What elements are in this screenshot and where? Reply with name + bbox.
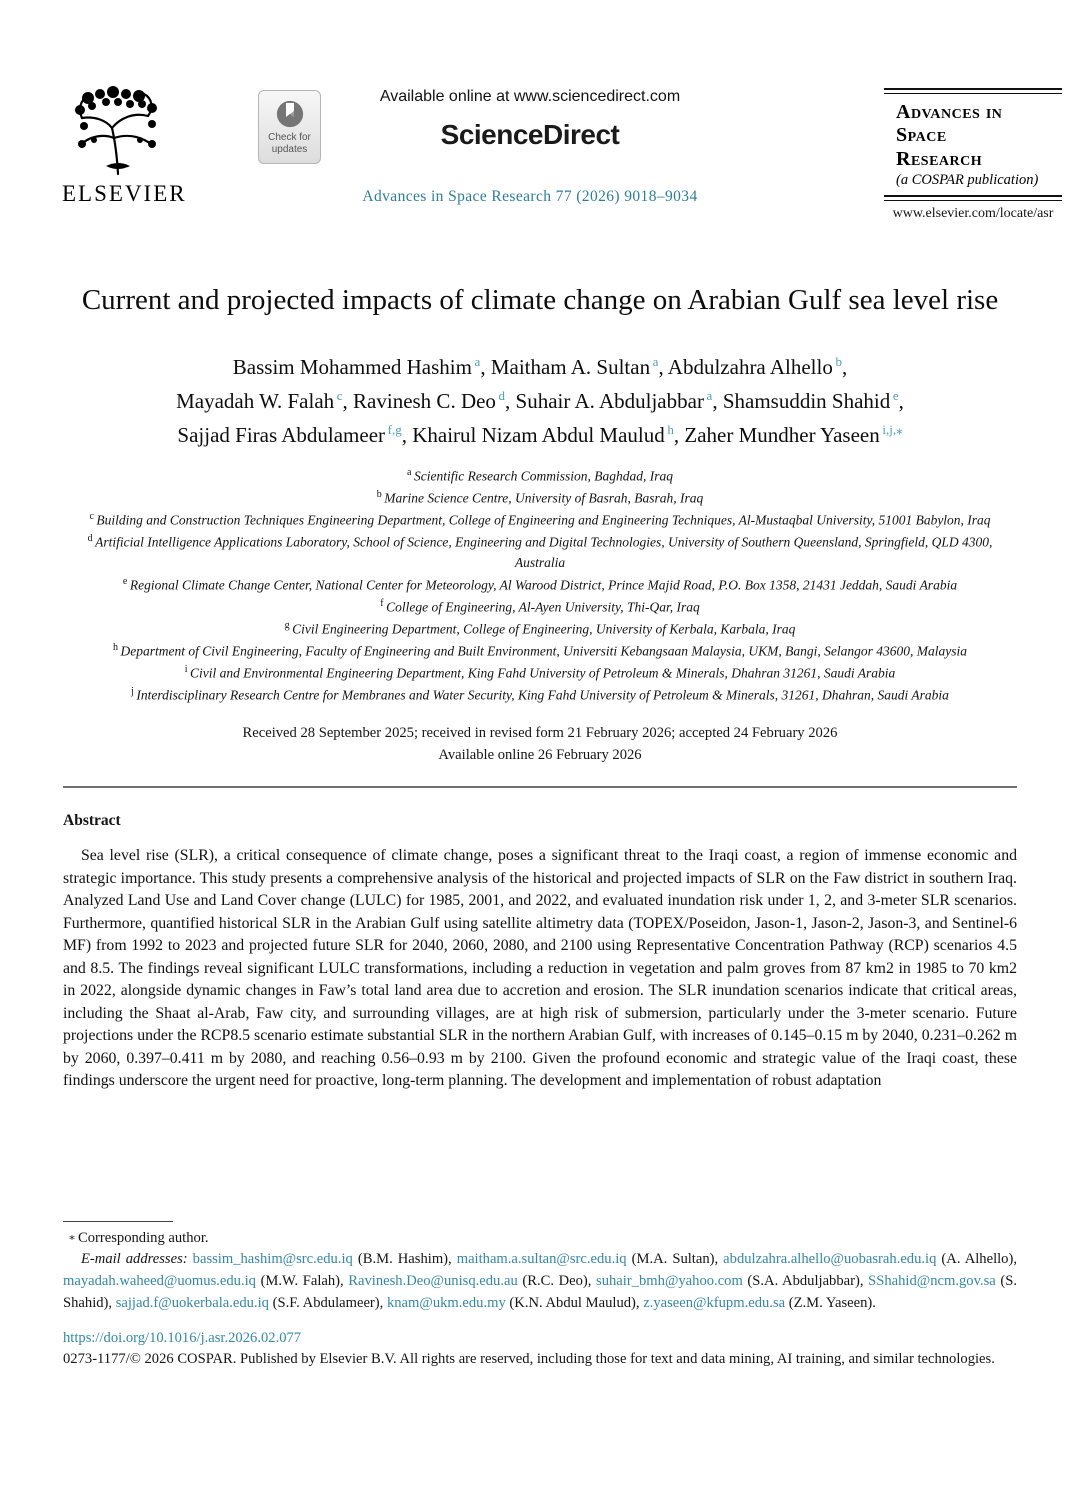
affiliation-item xyxy=(63,574,1017,596)
affiliation-item xyxy=(63,662,1017,684)
affiliation-superscript: b xyxy=(376,489,385,500)
article-history xyxy=(63,723,1017,767)
affiliation-list xyxy=(63,465,1017,706)
author-name: Sajjad Firas Abdulameer xyxy=(177,422,386,447)
author-name: Bassim Mohammed Hashim xyxy=(232,354,472,379)
email-addresses xyxy=(63,1248,1017,1315)
journal-homepage-link[interactable]: www.elsevier.com/locate/asr xyxy=(892,206,1054,221)
affiliation-superscript: h xyxy=(112,641,121,653)
author-superscript: a xyxy=(471,353,481,369)
email-owner: (B.M. Hashim), xyxy=(352,1251,457,1267)
email-owner: (S.F. Abdulameer), xyxy=(268,1295,387,1312)
email-link[interactable]: sajjad.f@uokerbala.edu.iq xyxy=(115,1295,269,1312)
author-superscript: a xyxy=(650,353,659,369)
journal-name-line1: Advances in xyxy=(896,101,1003,123)
affiliation-item xyxy=(63,509,1017,531)
affiliation-superscript: f xyxy=(380,597,387,609)
affiliation-text: Scientific Research Commission, Baghdad, Iraq xyxy=(413,468,673,484)
journal-citation-link[interactable]: Advances in Space Research 77 (2026) 9018–9034 xyxy=(362,188,698,205)
affiliation-item xyxy=(63,596,1017,618)
front-matter xyxy=(63,278,1017,766)
journal-box-bottom-rule xyxy=(884,195,1062,201)
author-superscript: b xyxy=(832,353,842,369)
affiliation-superscript: g xyxy=(284,619,293,631)
author-separator: , xyxy=(658,354,668,379)
first-page-footer xyxy=(63,1221,1017,1370)
email-link[interactable]: knam@ukm.edu.my xyxy=(386,1295,506,1312)
affiliation-superscript: i xyxy=(184,663,191,675)
affiliation-superscript: d xyxy=(87,533,96,545)
email-link[interactable]: abdulzahra.alhello@uobasrah.edu.iq xyxy=(723,1251,937,1267)
email-owner: (S. Shahid), xyxy=(63,1273,1017,1312)
abstract-top-rule xyxy=(63,786,1017,788)
email-link[interactable]: SShahid@ncm.gov.sa xyxy=(868,1273,996,1290)
author-list xyxy=(63,350,1017,452)
author-superscript: h xyxy=(664,421,674,437)
affiliation-item xyxy=(63,618,1017,640)
author-line xyxy=(63,418,1017,452)
affiliation-text: Civil and Environmental Engineering Department, King Fahd University of Petroleum & Minerals, Dhahran 31261, Saudi Arabia xyxy=(190,665,896,681)
elsevier-wordmark: ELSEVIER xyxy=(62,181,187,206)
author-separator: , xyxy=(712,388,723,413)
author-superscript: a xyxy=(703,387,713,403)
author-superscript: d xyxy=(495,387,506,403)
check-for-updates-label: Check for updates xyxy=(268,132,311,155)
email-link[interactable]: maitham.a.sultan@src.edu.iq xyxy=(456,1251,627,1267)
author-name: Abdulzahra Alhello xyxy=(667,354,833,379)
email-link[interactable]: bassim_hashim@src.edu.iq xyxy=(192,1251,353,1267)
footnote-rule xyxy=(63,1221,173,1222)
email-owner: (R.C. Deo), xyxy=(517,1273,597,1290)
email-link[interactable]: mayadah.waheed@uomus.edu.iq xyxy=(63,1273,256,1290)
copyright-line: 0273-1177/© 2026 COSPAR. Published by Elsevier B.V. All rights are reserved, including those for text and data mining, AI training, and similar technologies. xyxy=(63,1350,995,1367)
affiliation-superscript: a xyxy=(407,466,414,478)
email-owner: (M.A. Sultan), xyxy=(626,1251,724,1267)
author-superscript: c xyxy=(334,387,343,403)
author-superscript: i,j,⁎ xyxy=(879,421,903,437)
abstract-section xyxy=(63,786,1017,1093)
corresponding-author-marker: ⁎ xyxy=(69,1229,75,1243)
author-separator: , xyxy=(841,354,848,379)
author-line xyxy=(63,384,1017,418)
received-line: Received 28 September 2025; received in revised form 21 February 2026; accepted 24 February 2026 xyxy=(242,724,838,741)
author-separator: , xyxy=(898,388,904,413)
journal-masthead-box xyxy=(884,88,1062,201)
masthead xyxy=(0,0,1080,250)
affiliation-text: Department of Civil Engineering, Faculty of Engineering and Built Environment, Universiti Kebangsaan Malaysia, UKM, Bangi, Selangor 43600, Malaysia xyxy=(120,643,968,659)
affiliation-item xyxy=(63,531,1017,574)
email-addresses-label: E-mail addresses: xyxy=(81,1251,193,1267)
elsevier-tree-logo xyxy=(68,86,168,180)
affiliation-text: Civil Engineering Department, College of Engineering, University of Kerbala, Karbala, Iraq xyxy=(292,621,796,637)
affiliation-text: Artificial Intelligence Applications Laboratory, School of Science, Engineering and Digital Technologies, University of Southern Queensland, Springfield, QLD 4300, Australia xyxy=(95,534,993,571)
elsevier-logo xyxy=(62,86,187,207)
affiliation-item xyxy=(63,487,1017,509)
author-separator: , xyxy=(401,422,413,447)
affiliation-text: Marine Science Centre, University of Basrah, Basrah, Iraq xyxy=(384,490,704,506)
abstract-text: Sea level rise (SLR), a critical consequence of climate change, poses a significant threat to the Iraqi coast, a region of immense economic and strategic importance. This study presents a comprehensive analysis of the historical and projected impacts of SLR on the Faw district in southern Iraq. Analyzed Land Use and Land Cover change (LULC) for 1985, 2001, and 2022, and evaluated inundation risk under 1, 2, and 3-meter SLR scenarios. Furthermore, quantified historical SLR in the Arabian Gulf using satellite altimetry data (TOPEX/Poseidon, Jason-1, Jason-2, Jason-3, and Sentinel-6 MF) from 1992 to 2023 and projected future SLR for 2040, 2060, 2080, and 2100 using Representative Concentration Pathway (RCP) scenarios 4.5 and 8.5. The findings reveal significant LULC transformations, including a reduction in vegetation and palm groves from 87 km2 in 1985 to 70 km2 in 2022, alongside dynamic changes in Faw’s total land area due to accretion and erosion. The SLR inundation scenarios indicate that critical areas, including the Shaat al-Arab, Faw city, and surrounding villages, are at high risk of submersion, particularly under the 3-meter scenario. Future projections under the RCP8.5 scenario estimate substantial SLR in the northern Arabian Gulf, with increases of 0.145–0.15 m by 2040, 0.231–0.262 m by 2060, 0.397–0.411 m by 2080, and reaching 0.56–0.93 m by 2100. Given the profound economic and strategic value of the Iraqi coast, these findings underscore the urgent need for proactive, long-term planning. The development and implementation of robust adaptation xyxy=(63,847,1017,1089)
affiliation-text: Interdisciplinary Research Centre for Membranes and Water Security, King Fahd University of Petroleum & Minerals, 31261, Dhahran, Saudi Arabia xyxy=(136,687,949,703)
available-online-text: Available online at www.sciencedirect.com xyxy=(379,88,681,105)
doi-link[interactable]: https://doi.org/10.1016/j.asr.2026.02.077 xyxy=(63,1329,302,1346)
author-name: Mayadah W. Falah xyxy=(176,388,335,413)
affiliation-superscript: e xyxy=(122,575,130,587)
author-superscript: f,g xyxy=(385,421,402,437)
available-online-line: Available online 26 February 2026 xyxy=(438,746,642,763)
corresponding-author-text: Corresponding author. xyxy=(78,1230,209,1246)
author-separator: , xyxy=(505,388,516,413)
email-owner: (A. Alhello), xyxy=(936,1251,1017,1267)
email-link[interactable]: suhair_bmh@yahoo.com xyxy=(596,1273,743,1290)
journal-name-line3: Research xyxy=(896,147,983,170)
affiliation-item xyxy=(63,684,1017,706)
author-separator: , xyxy=(480,354,491,379)
author-separator: , xyxy=(342,388,354,413)
author-name: Khairul Nizam Abdul Maulud xyxy=(412,422,665,447)
abstract-heading: Abstract xyxy=(63,812,121,829)
masthead-center xyxy=(330,88,730,206)
author-name: Shamsuddin Shahid xyxy=(722,388,891,413)
author-name: Maitham A. Sultan xyxy=(490,354,651,379)
journal-name-line2: Space xyxy=(896,124,947,147)
email-owner: (M.W. Falah), xyxy=(255,1273,349,1290)
email-owner: (S.A. Abduljabbar), xyxy=(742,1273,869,1290)
affiliation-item xyxy=(63,465,1017,487)
email-link[interactable]: Ravinesh.Deo@unisq.edu.au xyxy=(348,1273,518,1290)
affiliation-superscript: j xyxy=(131,685,137,697)
email-owner: (K.N. Abdul Maulud), xyxy=(505,1295,644,1312)
sciencedirect-logo[interactable]: ScienceDirect xyxy=(440,119,620,150)
journal-name xyxy=(884,94,1062,172)
email-link[interactable]: z.yaseen@kfupm.edu.sa xyxy=(643,1295,786,1312)
author-separator: , xyxy=(673,422,685,447)
author-name: Suhair A. Abduljabbar xyxy=(515,388,704,413)
author-superscript: e xyxy=(890,387,899,403)
check-for-updates-badge[interactable] xyxy=(258,90,321,164)
author-name: Zaher Mundher Yaseen xyxy=(684,422,880,447)
affiliation-text: Building and Construction Techniques Engineering Department, College of Engineering and Engineering Techniques, Al-Mustaqbal University, 51001 Babylon, Iraq xyxy=(96,512,991,528)
corresponding-author-note xyxy=(63,1229,1017,1247)
article-title: Current and projected impacts of climate change on Arabian Gulf sea level rise xyxy=(81,284,999,316)
affiliation-text: College of Engineering, Al-Ayen University, Thi-Qar, Iraq xyxy=(386,599,700,615)
email-owner: (Z.M. Yaseen). xyxy=(785,1295,876,1312)
affiliation-superscript: c xyxy=(89,511,97,523)
author-line xyxy=(63,350,1017,384)
journal-tagline: (a COSPAR publication) xyxy=(896,172,1039,189)
affiliation-item xyxy=(63,640,1017,662)
crossmark-icon xyxy=(275,99,305,129)
author-name: Ravinesh C. Deo xyxy=(353,388,496,413)
affiliation-text: Regional Climate Change Center, National Center for Meteorology, Al Warood District, Prince Majid Road, P.O. Box 1358, 21431 Jeddah, Saudi Arabia xyxy=(129,577,958,593)
